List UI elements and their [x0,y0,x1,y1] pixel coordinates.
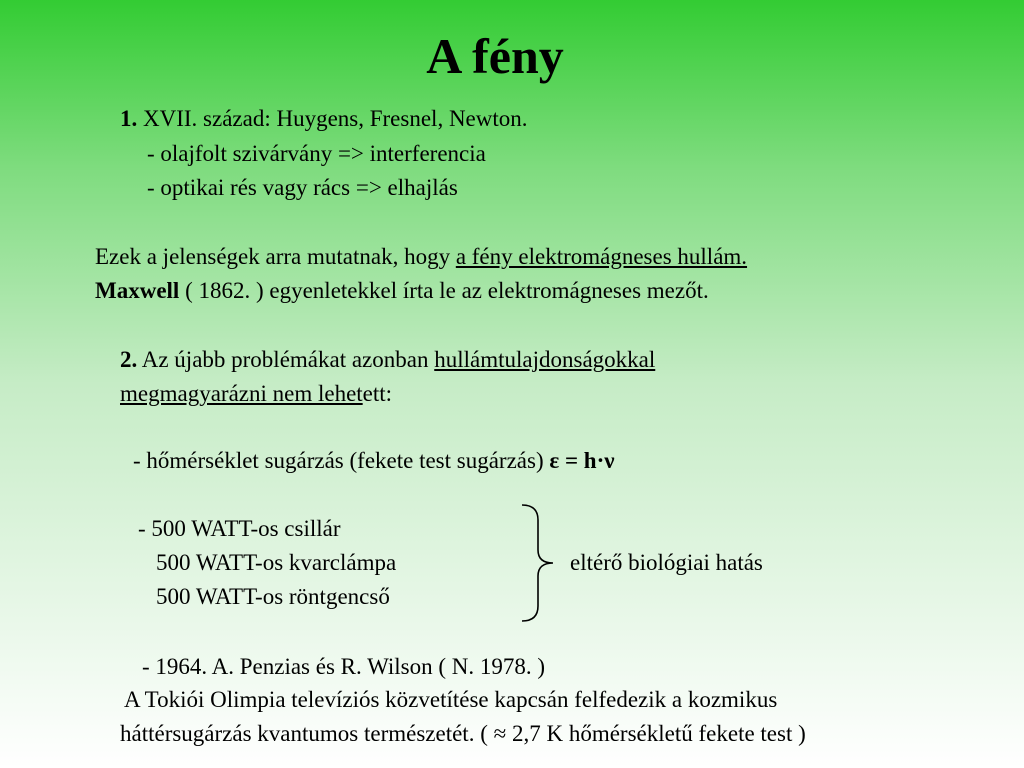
radiation-text: - hőmérséklet sugárzás (fekete test sugárzás) [133,448,550,473]
section2-line2 [120,380,392,408]
section2-underlined: hullámtulajdonságokkal [434,347,656,372]
radiation-line [133,447,615,475]
maxwell-name: Maxwell [95,278,180,303]
em-wave-intro: Ezek a jelenségek arra mutatnak, hogy [95,244,456,269]
section2-line2-rest: ett: [362,381,393,406]
section1-heading [120,105,528,133]
diffraction-line: - optikai rés vagy rács => elhajlás [147,175,458,200]
biological-effect-label: eltérő biológiai hatás [570,550,763,575]
section1-text: XVII. század: Huygens, Fresnel, Newton. [137,106,528,131]
interference-line: - olajfolt szivárvány => interferencia [147,141,486,166]
maxwell-text: ( 1862. ) egyenletekkel írta le az elektromágneses mezőt. [179,278,709,303]
em-wave-underlined: a fény elektromágneses hullám. [455,244,748,269]
watt-line-1: - 500 WATT-os csillár [138,516,341,541]
right-brace-icon [518,502,558,624]
section2-heading [120,346,655,374]
penzias-line: - 1964. A. Penzias és R. Wilson ( N. 1978. ) [142,654,546,679]
maxwell-line [95,277,709,305]
section1-number: 1. [120,106,138,131]
watt-line-2: 500 WATT-os kvarclámpa [156,550,397,575]
page-title: A fény [426,28,564,84]
em-wave-line [95,243,747,271]
planck-formula: ε = h·ν [549,448,615,473]
background-radiation-line: háttérsugárzás kvantumos természetét. ( ≈ 2,7 K hőmérsékletű fekete test ) [120,721,806,746]
section2-line2-underlined: megmagyarázni nem lehet [120,381,363,406]
section2-text: Az újabb problémákat azonban [137,347,435,372]
section2-number: 2. [120,347,138,372]
watt-line-3: 500 WATT-os röntgencső [156,584,390,609]
tokyo-olympics-line: A Tokiói Olimpia televíziós közvetítése kapcsán felfedezik a kozmikus [124,687,778,712]
